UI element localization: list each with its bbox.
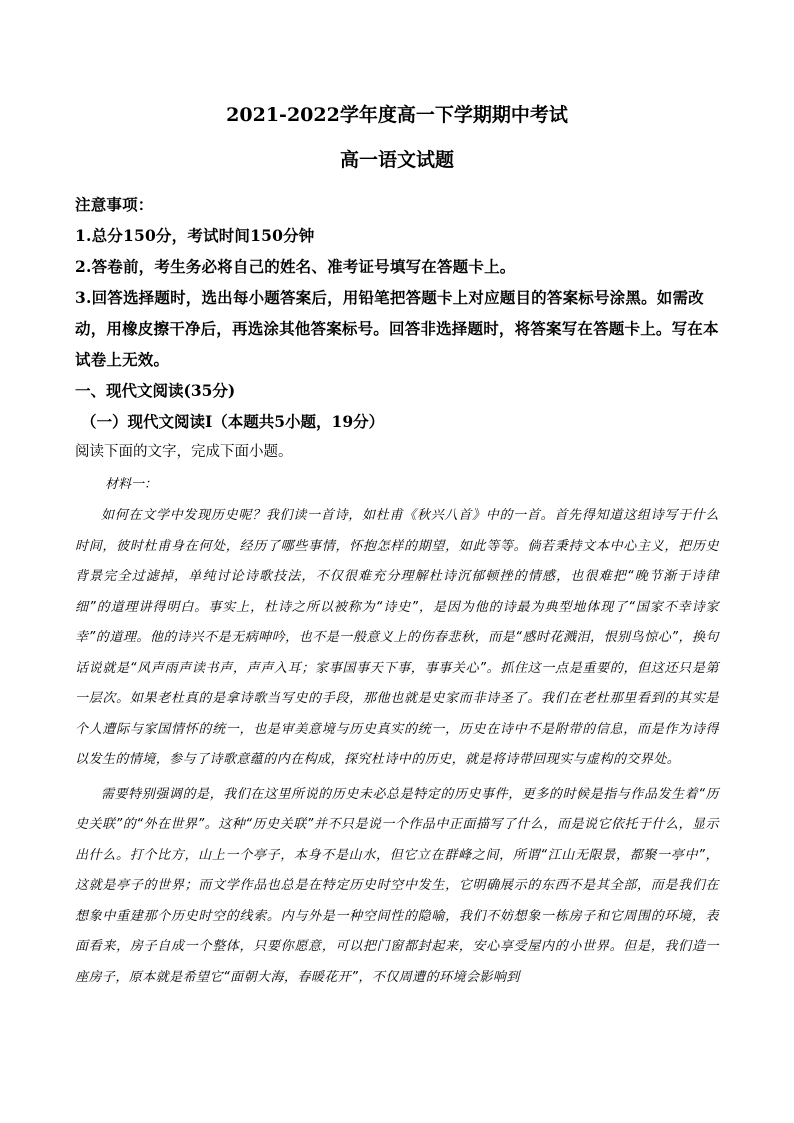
notes-block xyxy=(75,189,719,375)
section-heading: 一、现代文阅读(35分) xyxy=(75,381,236,400)
subsection-heading: （一）现代文阅读Ⅰ（本题共5小题，19分） xyxy=(81,412,385,431)
material-paragraph-2: 需要特别强调的是，我们在这里所说的历史未必总是特定的历史事件，更多的时候是指与作品发生着“历史关联”的“外在世界”。这种“历史关联”并不只是说一个作品中正面描写了什么，而是说它依托于什么，显示出什么。打个比方，山上一个亭子，本身不是山水，但它立在群峰之间，所谓“江山无限景，都聚一亭中”，这就是亭子的世界；而文学作品也总是在特定历史时空中发生，它明确展示的东西不是其全部，而是我们在想象中重建那个历史时空的线索。内与外是一种空间性的隐喻，我们不妨想象一栋房子和它周围的环境，表面看来，房子自成一个整体，只要你愿意，可以把门窗都封起来，安心享受屋内的小世界。但是，我们造一座房子，原本就是希望它“面朝大海，春暖花开”，不仅周遭的环境会影响到 xyxy=(75,786,719,985)
note-item-1: 1.总分150分，考试时间150分钟 xyxy=(75,226,315,245)
note-item-2: 2.答卷前，考生务必将自己的姓名、准考证号填写在答题卡上。 xyxy=(75,257,516,276)
material-paragraph-1: 如何在文学中发现历史呢？我们读一首诗，如杜甫《秋兴八首》中的一首。首先得知道这组诗写于什么时间，彼时杜甫身在何处，经历了哪些事情，怀抱怎样的期望，如此等等。倘若秉持文本中心主义，把历史背景完全过滤掉，单纯讨论诗歌技法，不仅很难充分理解杜诗沉郁顿挫的情感，也很难把“晚节渐于诗律细”的道理讲得明白。事实上，杜诗之所以被称为“诗史”，是因为他的诗最为典型地体现了“国家不幸诗家幸”的道理。他的诗兴不是无病呻吟，也不是一般意义上的伤春悲秋，而是“感时花溅泪，恨别鸟惊心”，换句话说就是“风声雨声读书声，声声入耳；家事国事天下事，事事关心”。抓住这一点是重要的，但这还只是第一层次。如果老杜真的是拿诗歌当写史的手段，那他也就是史家而非诗圣了。我们在老杜那里看到的其实是个人遭际与家国情怀的统一，也是审美意境与历史真实的统一，历史在诗中不是附带的信息，而是作为诗得以发生的情境，参与了诗歌意蕴的内在构成，探究杜诗中的历史，就是将诗带回现实与虚构的交界处。 xyxy=(75,508,719,767)
exam-subtitle: 高一语文试题 xyxy=(339,149,454,171)
note-item-3: 3.回答选择题时，选出每小题答案后，用铅笔把答题卡上对应题目的答案标号涂黑。如需改动，用橡皮擦干净后，再选涂其他答案标号。回答非选择题时，将答案写在答题卡上。写在本试卷上无效。 xyxy=(75,288,719,369)
notes-heading: 注意事项： xyxy=(75,195,154,214)
material-label: 材料一： xyxy=(105,477,158,492)
exam-title: 2021-2022学年度高一下学期期中考试 xyxy=(226,104,568,126)
reading-instruction: 阅读下面的文字，完成下面小题。 xyxy=(75,444,293,460)
